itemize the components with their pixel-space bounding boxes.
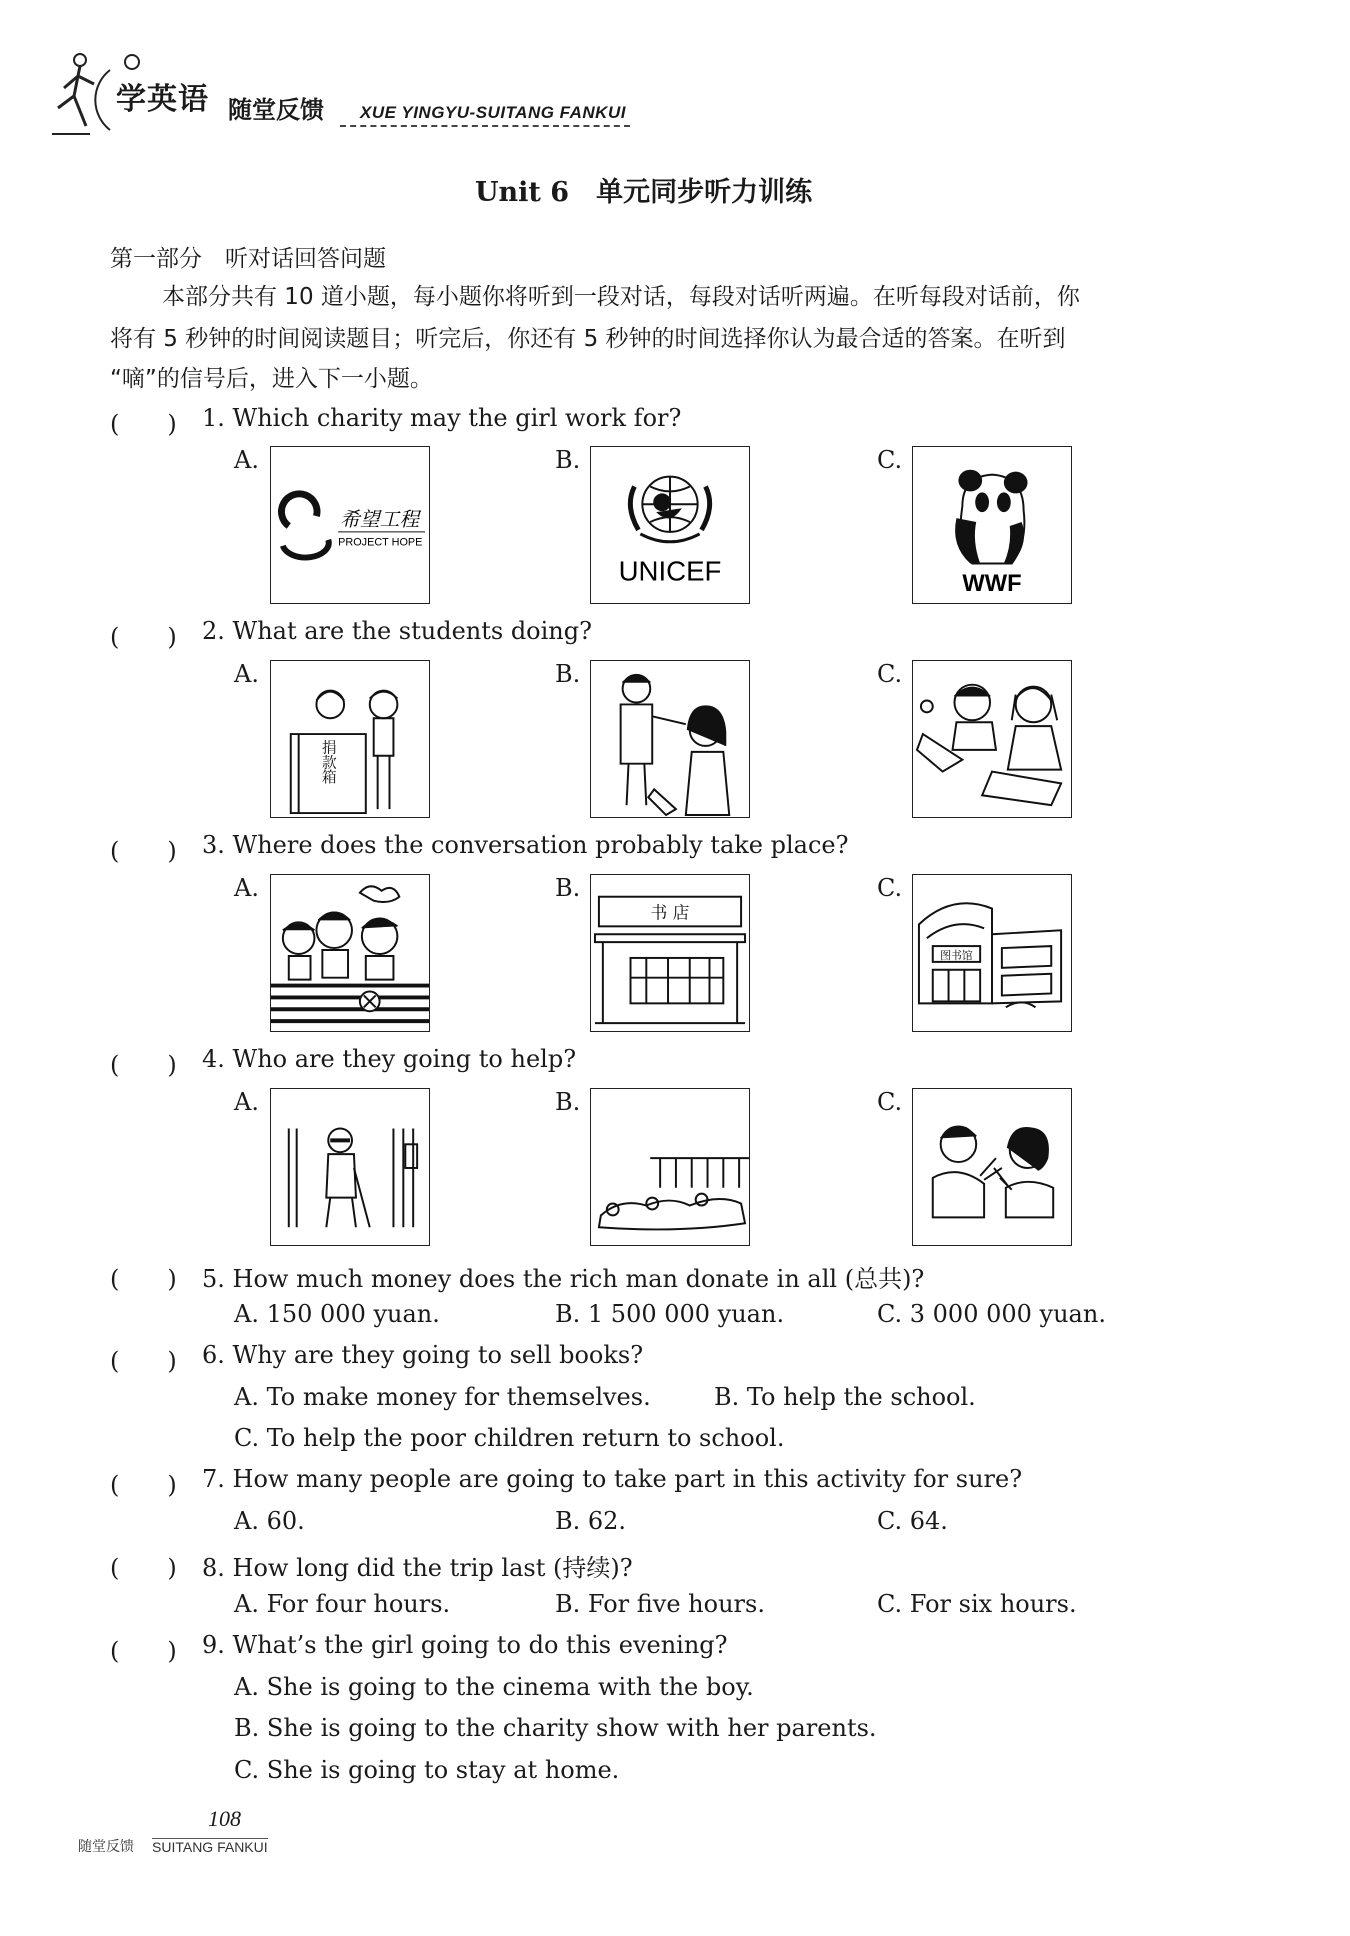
unicef-emblem-icon xyxy=(630,477,709,542)
question-1: 1. Which charity may the girl work for? xyxy=(202,404,682,432)
option-label: B. xyxy=(555,874,581,902)
option-b[interactable]: B. She is going to the charity show with her parents. xyxy=(234,1714,877,1742)
option-image-teacher-student[interactable] xyxy=(590,660,750,818)
option-b[interactable]: B. 1 500 000 yuan. xyxy=(555,1300,785,1328)
option-label: A. xyxy=(234,874,259,902)
option-c[interactable]: C. 3 000 000 yuan. xyxy=(877,1300,1106,1328)
library-sign-text: 图书馆 xyxy=(940,948,973,962)
question-4: 4. Who are they going to help? xyxy=(202,1045,577,1073)
header-brand-cn: 学英语 xyxy=(116,82,209,117)
option-a[interactable]: A. To make money for themselves. xyxy=(234,1383,651,1411)
wwf-panda-icon xyxy=(913,447,1071,603)
option-label: A. xyxy=(234,446,259,474)
option-image-students-writing[interactable] xyxy=(912,660,1072,818)
wwf-text: WWF xyxy=(962,571,1022,598)
option-a[interactable]: A. She is going to the cinema with the boy. xyxy=(234,1673,754,1701)
option-b[interactable]: B. To help the school. xyxy=(714,1383,976,1411)
option-image-playground[interactable] xyxy=(270,874,430,1032)
option-image-project-hope[interactable] xyxy=(270,446,430,604)
option-c[interactable]: C. 64. xyxy=(877,1507,948,1535)
question-8: 8. How long did the trip last (持续)? xyxy=(202,1554,633,1582)
header-brand-cn2: 随堂反馈 xyxy=(228,96,324,124)
option-image-wwf[interactable] xyxy=(912,446,1072,604)
answer-blank[interactable]: ( ) xyxy=(110,837,177,865)
bookstore-sign-text: 书 店 xyxy=(650,902,690,923)
answer-blank[interactable]: ( ) xyxy=(110,410,177,438)
option-label: C. xyxy=(877,1088,903,1116)
option-label: A. xyxy=(234,660,259,688)
option-a[interactable]: A. 60. xyxy=(234,1507,305,1535)
answer-blank[interactable]: ( ) xyxy=(110,623,177,651)
question-2: 2. What are the students doing? xyxy=(202,617,592,645)
project-hope-en-text: PROJECT HOPE xyxy=(338,536,423,549)
option-b[interactable]: B. 62. xyxy=(555,1507,627,1535)
answer-blank[interactable]: ( ) xyxy=(110,1554,177,1582)
question-5: 5. How much money does the rich man donate in all (总共)? xyxy=(202,1265,925,1293)
page-title: Unit 6 单元同步听力训练 xyxy=(475,177,813,208)
question-3: 3. Where does the conversation probably take place? xyxy=(202,831,849,859)
option-image-bookstore[interactable] xyxy=(590,874,750,1032)
option-image-blind-man[interactable] xyxy=(270,1088,430,1246)
project-hope-logo-icon xyxy=(281,494,328,558)
project-hope-cn-text: 希望工程 xyxy=(340,507,420,531)
intro-line-2: 将有 5 秒钟的时间阅读题目；听完后，你还有 5 秒钟的时间选择你认为最合适的答案。在听到 xyxy=(110,326,1066,352)
option-image-deaf-people[interactable] xyxy=(912,1088,1072,1246)
header-rule xyxy=(340,125,630,127)
answer-blank[interactable]: ( ) xyxy=(110,1471,177,1499)
footer-label-cn: 随堂反馈 xyxy=(78,1838,134,1854)
footer-label-en: SUITANG FANKUI xyxy=(152,1839,268,1855)
answer-blank[interactable]: ( ) xyxy=(110,1637,177,1665)
option-label: A. xyxy=(234,1088,259,1116)
option-c[interactable]: C. She is going to stay at home. xyxy=(234,1756,620,1784)
option-c[interactable]: C. To help the poor children return to school. xyxy=(234,1424,785,1452)
unicef-text: UNICEF xyxy=(618,555,722,587)
option-a[interactable]: A. For four hours. xyxy=(234,1590,451,1618)
answer-blank[interactable]: ( ) xyxy=(110,1347,177,1375)
answer-blank[interactable]: ( ) xyxy=(110,1265,177,1293)
option-image-homeless-people[interactable] xyxy=(590,1088,750,1246)
question-9: 9. What’s the girl going to do this evening? xyxy=(202,1631,728,1659)
answer-blank[interactable]: ( ) xyxy=(110,1051,177,1079)
option-c[interactable]: C. For six hours. xyxy=(877,1590,1077,1618)
page-number: 108 xyxy=(208,1806,241,1831)
option-label: C. xyxy=(877,446,903,474)
question-6: 6. Why are they going to sell books? xyxy=(202,1341,644,1369)
option-image-donation-box[interactable] xyxy=(270,660,430,818)
header-brand-en: XUE YINGYU-SUITANG FANKUI xyxy=(360,103,626,122)
question-7: 7. How many people are going to take part in this activity for sure? xyxy=(202,1465,1023,1493)
intro-line-3: “嘀”的信号后，进入下一小题。 xyxy=(110,366,433,392)
option-image-library[interactable] xyxy=(912,874,1072,1032)
option-b[interactable]: B. For five hours. xyxy=(555,1590,765,1618)
intro-line-1: 本部分共有 10 道小题，每小题你将听到一段对话，每段对话听两遍。在听每段对话前，你 xyxy=(162,284,1080,310)
option-label: C. xyxy=(877,874,903,902)
option-label: B. xyxy=(555,1088,581,1116)
option-label: B. xyxy=(555,446,581,474)
option-label: C. xyxy=(877,660,903,688)
option-label: B. xyxy=(555,660,581,688)
option-a[interactable]: A. 150 000 yuan. xyxy=(234,1300,440,1328)
donation-box-text: 捐款箱 xyxy=(319,739,337,784)
section-heading: 第一部分 听对话回答问题 xyxy=(110,246,386,272)
option-image-unicef[interactable] xyxy=(590,446,750,604)
